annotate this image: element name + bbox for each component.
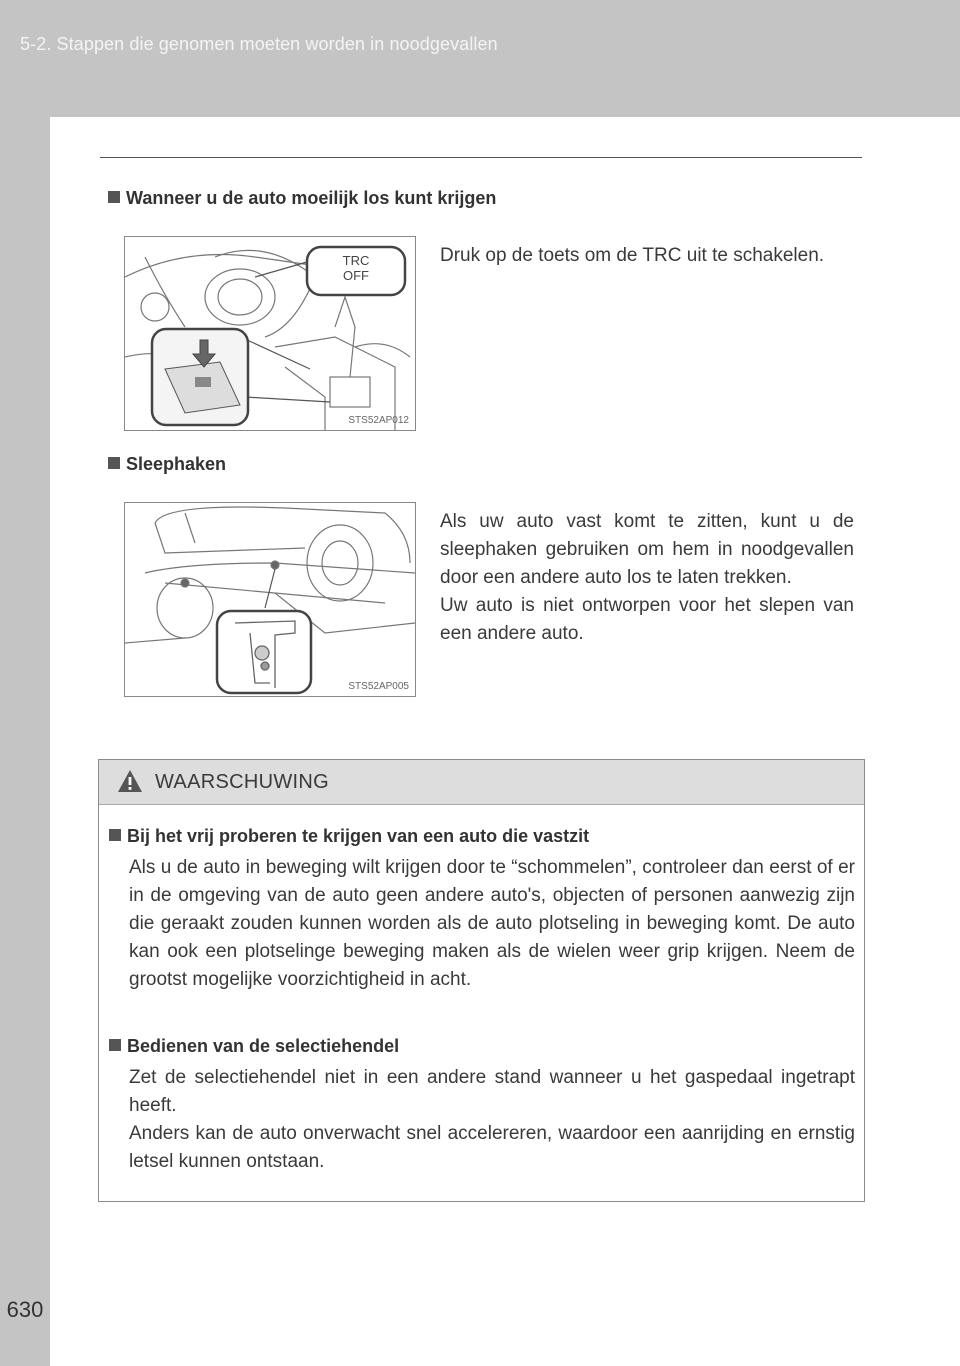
warning-item-heading-selector: Bedienen van de selectiehendel	[109, 1036, 399, 1057]
trc-off-illustration	[124, 236, 416, 431]
warning-box	[98, 759, 865, 1202]
page-number: 630	[6, 1297, 44, 1322]
top-divider	[100, 157, 862, 158]
section-heading-trc: Wanneer u de auto moeilijk los kunt krijgen	[108, 188, 496, 209]
warning-title: WAARSCHUWING	[155, 771, 329, 793]
warning-item-heading-stuck: Bij het vrij proberen te krijgen van een auto die vastzit	[109, 826, 589, 847]
bullet-square-icon	[109, 829, 121, 841]
bullet-square-icon	[109, 1039, 121, 1051]
car-underside-drawing	[125, 503, 415, 696]
header-band	[0, 0, 960, 117]
section-title: 5-2. Stappen die genomen moeten worden in noodgevallen	[20, 34, 498, 54]
towing-hook-illustration	[124, 502, 416, 697]
trc-instruction-text: Druk op de toets om de TRC uit te schakelen.	[440, 245, 825, 266]
warning-triangle-icon	[117, 769, 143, 793]
bullet-square-icon	[108, 191, 120, 203]
figure-code: STS52AP005	[348, 681, 409, 692]
warning-header	[99, 760, 864, 805]
side-band	[0, 117, 50, 1366]
figure-code: STS52AP012	[348, 415, 409, 426]
warning-item-text-stuck: Als u de auto in beweging wilt krijgen door te “schommelen”, controleer dan eerst of er in de omgeving van de auto geen andere auto's, objecten of personen aanwezig zijn die geraakt zouden kunnen worden als de auto plotseling in beweging komt. De auto kan ook een plotselinge beweging maken als de wielen weer grip krijgen. Neem de grootst mogelijke voorzichtigheid in acht.	[129, 857, 855, 990]
bullet-square-icon	[108, 457, 120, 469]
towing-hook-text: Als uw auto vast komt te zitten, kunt u de sleephaken gebruiken om hem in noodgevallen door een andere auto los te laten trekken. Uw auto is niet ontworpen voor het slepen van een andere auto.	[440, 511, 854, 644]
section-heading-sleephaken: Sleephaken	[108, 454, 226, 475]
trc-off-callout: TRC OFF	[342, 253, 370, 283]
warning-item-text-selector: Zet de selectiehendel niet in een andere stand wanneer u het gaspedaal ingetrapt heeft. Anders kan de auto onverwacht snel accelereren, waardoor een aanrijding en ernstig letsel kunnen ontstaan.	[129, 1067, 855, 1172]
